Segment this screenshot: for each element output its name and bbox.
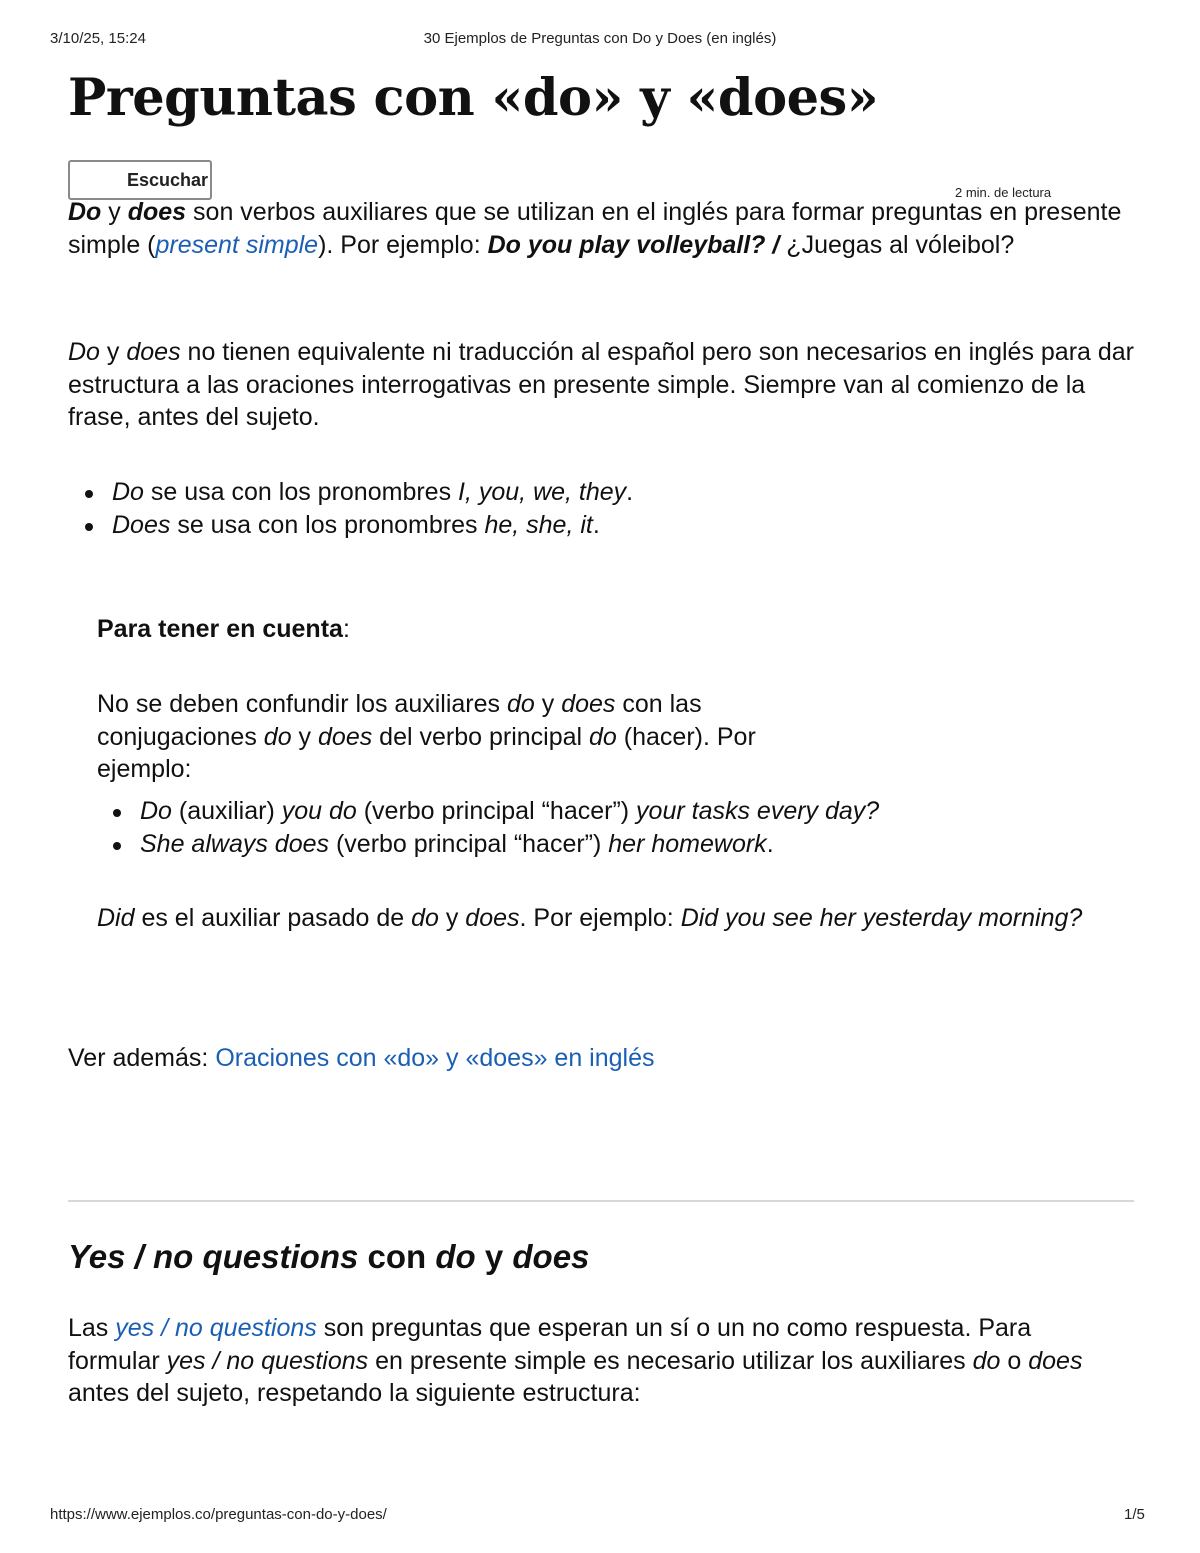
example-part: Do bbox=[140, 797, 172, 825]
text-span: antes del sujeto, respetando la siguiente estructura: bbox=[68, 1379, 641, 1407]
text-span: (hacer). Por ejemplo: bbox=[97, 722, 756, 783]
text-span: . bbox=[626, 478, 634, 506]
text-span: y bbox=[534, 690, 562, 718]
see-also bbox=[68, 1042, 655, 1075]
example-part: her homework bbox=[608, 829, 767, 858]
text-span: o bbox=[1000, 1346, 1029, 1375]
text-span: . bbox=[592, 510, 600, 539]
list-item bbox=[140, 828, 1140, 861]
see-also-label: Ver además: bbox=[68, 1044, 216, 1072]
text-span: : bbox=[342, 615, 350, 643]
text-span: con las conjugaciones bbox=[97, 690, 702, 751]
text-span: . bbox=[766, 829, 774, 858]
pronoun-list bbox=[112, 476, 1112, 541]
text-span: . Por ejemplo: bbox=[519, 904, 681, 932]
listen-button[interactable]: Escuchar bbox=[68, 160, 212, 200]
heading-do: do bbox=[435, 1238, 476, 1275]
example-part: She always does bbox=[140, 829, 330, 858]
text-span: Las bbox=[68, 1314, 116, 1342]
print-doc-title: 30 Ejemplos de Preguntas con Do y Does (en inglés) bbox=[423, 30, 777, 47]
term-do: do bbox=[972, 1346, 1001, 1375]
list-item bbox=[140, 795, 1140, 828]
example-spanish: ¿Juegas al vóleibol? bbox=[779, 230, 1015, 259]
pronouns: he, she, it bbox=[484, 510, 593, 539]
text-span: (verbo principal “hacer”) bbox=[329, 829, 609, 858]
term-does: does bbox=[127, 198, 187, 226]
term-does: does bbox=[465, 904, 520, 932]
text-span: del verbo principal bbox=[372, 722, 590, 751]
term-yes-no: yes / no questions bbox=[166, 1346, 369, 1375]
list-item bbox=[112, 476, 1112, 509]
explanation-paragraph bbox=[68, 336, 1148, 434]
text-span: es el auxiliar pasado de bbox=[134, 904, 412, 932]
heading-does: does bbox=[512, 1238, 590, 1275]
note-paragraph bbox=[97, 688, 817, 786]
text-span: con bbox=[358, 1238, 436, 1275]
example-part: your tasks every day? bbox=[636, 797, 880, 825]
page-title: Preguntas con «do» y «does» bbox=[68, 68, 879, 128]
section-heading bbox=[68, 1238, 589, 1276]
term: Does bbox=[112, 510, 171, 539]
yes-no-questions-link[interactable] bbox=[115, 1314, 317, 1342]
bullet-icon bbox=[113, 809, 121, 817]
text-span: se usa con los pronombres bbox=[170, 510, 485, 539]
text-span: y bbox=[475, 1238, 513, 1275]
term-do: do bbox=[263, 722, 292, 751]
term-does: does bbox=[318, 722, 373, 751]
text-span: se usa con los pronombres bbox=[143, 478, 459, 506]
term-do: Do bbox=[68, 198, 102, 226]
bullet-icon bbox=[85, 523, 93, 531]
text-span: No se deben confundir los auxiliares bbox=[97, 690, 507, 718]
example-english: Do you play volleyball? / bbox=[487, 230, 780, 259]
example-list bbox=[140, 795, 1140, 860]
reading-time: 2 min. de lectura bbox=[955, 185, 1052, 200]
text-span: no tienen equivalente ni traducción al español pero son necesarios en inglés para dar estructura a las oraciones interrogativas en presente simple. Siempre van al comienzo de la frase, antes del sujeto. bbox=[68, 338, 1135, 431]
term-does: does bbox=[561, 690, 616, 718]
intro-paragraph bbox=[68, 196, 1148, 261]
past-auxiliary-paragraph bbox=[97, 902, 1097, 935]
text-span: y bbox=[99, 338, 127, 366]
term-do: Do bbox=[68, 338, 100, 366]
heading-italic: Yes / no questions bbox=[68, 1238, 359, 1275]
yes-no-paragraph bbox=[68, 1312, 1128, 1410]
pronouns: I, you, we, they bbox=[458, 478, 627, 506]
text-span: y bbox=[291, 722, 319, 751]
text-span: son verbos auxiliares que se utilizan en el inglés para formar preguntas en presente simple ( bbox=[68, 198, 1122, 259]
list-item bbox=[112, 509, 1112, 542]
present-simple-link[interactable] bbox=[156, 231, 319, 259]
example-english: Did you see her yesterday morning? bbox=[680, 904, 1083, 932]
bullet-icon bbox=[85, 490, 93, 498]
text-span: y bbox=[101, 198, 128, 226]
term: Do bbox=[112, 478, 144, 506]
text-span: son preguntas que esperan un sí o un no como respuesta. Para formular bbox=[68, 1314, 1032, 1375]
link-text: present simple bbox=[155, 230, 319, 259]
text-span: en presente simple es necesario utilizar los auxiliares bbox=[368, 1346, 973, 1375]
term-did: Did bbox=[97, 904, 135, 932]
example-part: you do bbox=[281, 797, 357, 825]
term-do: do bbox=[589, 722, 617, 751]
term-does: does bbox=[126, 338, 181, 366]
text-span: (auxiliar) bbox=[171, 797, 282, 825]
print-page-number: 1/5 bbox=[1124, 1506, 1145, 1523]
term-do: do bbox=[506, 690, 535, 718]
print-url: https://www.ejemplos.co/preguntas-con-do-y-does/ bbox=[50, 1506, 387, 1523]
see-also-link[interactable]: Oraciones con «do» y «does» en inglés bbox=[215, 1044, 655, 1072]
term-do: do bbox=[411, 904, 439, 932]
section-divider bbox=[68, 1200, 1134, 1202]
link-text: yes / no questions bbox=[115, 1314, 317, 1342]
text-span: ). Por ejemplo: bbox=[318, 230, 488, 259]
term-does: does bbox=[1028, 1346, 1083, 1375]
text-span: (verbo principal “hacer”) bbox=[356, 797, 637, 825]
text-span: y bbox=[438, 904, 466, 932]
note-heading-text: Para tener en cuenta bbox=[97, 615, 343, 643]
note-heading bbox=[97, 613, 350, 646]
print-datetime: 3/10/25, 15:24 bbox=[50, 30, 146, 47]
bullet-icon bbox=[113, 842, 121, 850]
